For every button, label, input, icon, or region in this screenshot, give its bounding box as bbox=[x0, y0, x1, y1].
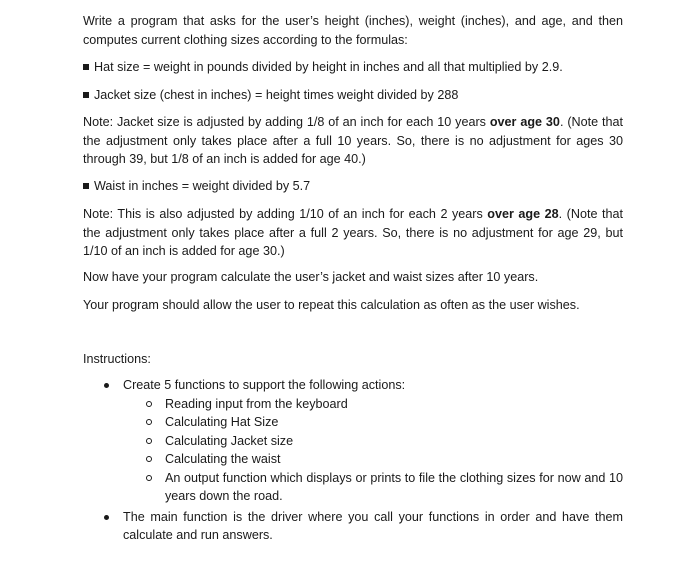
sub-list-item: Calculating the waist bbox=[83, 450, 623, 469]
square-bullet-icon bbox=[83, 92, 89, 98]
bullet-dot-icon bbox=[104, 383, 109, 388]
list-item: Create 5 functions to support the following actions: bbox=[83, 376, 623, 395]
intro-paragraph: Write a program that asks for the user’s height (inches), weight (inches), and age, and then computes current clothing sizes according to the formulas: bbox=[83, 14, 623, 47]
waist-formula: Waist in inches = weight divided by 5.7 bbox=[83, 177, 623, 196]
circle-bullet-icon bbox=[146, 419, 152, 425]
instructions-heading: Instructions: bbox=[83, 352, 151, 366]
sub-list-item: An output function which displays or prints to file the clothing sizes for now and 10 years down the road. bbox=[83, 469, 623, 506]
jacket-note: Note: Jacket size is adjusted by adding 1/8 of an inch for each 10 years over age 30. (Note that the adjustment only takes place after a full 10 years. So, there is no adjustment for ages 30 through 39, but 1/8 of an inch is added for age 40.) bbox=[83, 115, 623, 166]
circle-bullet-icon bbox=[146, 456, 152, 462]
hat-formula: Hat size = weight in pounds divided by height in inches and all that multiplied by 2.9. bbox=[83, 58, 623, 77]
ten-years-paragraph: Now have your program calculate the user’s jacket and waist sizes after 10 years. bbox=[83, 270, 539, 284]
jacket-formula: Jacket size (chest in inches) = height times weight divided by 288 bbox=[83, 86, 623, 105]
square-bullet-icon bbox=[83, 64, 89, 70]
instructions-list bbox=[83, 376, 623, 545]
waist-note-emphasis: over age 28 bbox=[487, 207, 559, 221]
list-item: The main function is the driver where you call your functions in order and have them calculate and run answers. bbox=[83, 508, 623, 545]
sub-list-item: Reading input from the keyboard bbox=[83, 395, 623, 414]
jacket-note-emphasis: over age 30 bbox=[489, 115, 560, 129]
circle-bullet-icon bbox=[146, 438, 152, 444]
sub-list-item: Calculating Jacket size bbox=[83, 432, 623, 451]
repeat-paragraph: Your program should allow the user to repeat this calculation as often as the user wishes. bbox=[83, 298, 580, 312]
circle-bullet-icon bbox=[146, 475, 152, 481]
bullet-dot-icon bbox=[104, 515, 109, 520]
square-bullet-icon bbox=[83, 183, 89, 189]
waist-note: Note: This is also adjusted by adding 1/10 of an inch for each 2 years over age 28. (Note that the adjustment only takes place after a full 2 years. So, there is no adjustment for age 29, but 1/10 of an inch is added for age 30.) bbox=[83, 207, 623, 258]
circle-bullet-icon bbox=[146, 401, 152, 407]
sub-list-item: Calculating Hat Size bbox=[83, 413, 623, 432]
